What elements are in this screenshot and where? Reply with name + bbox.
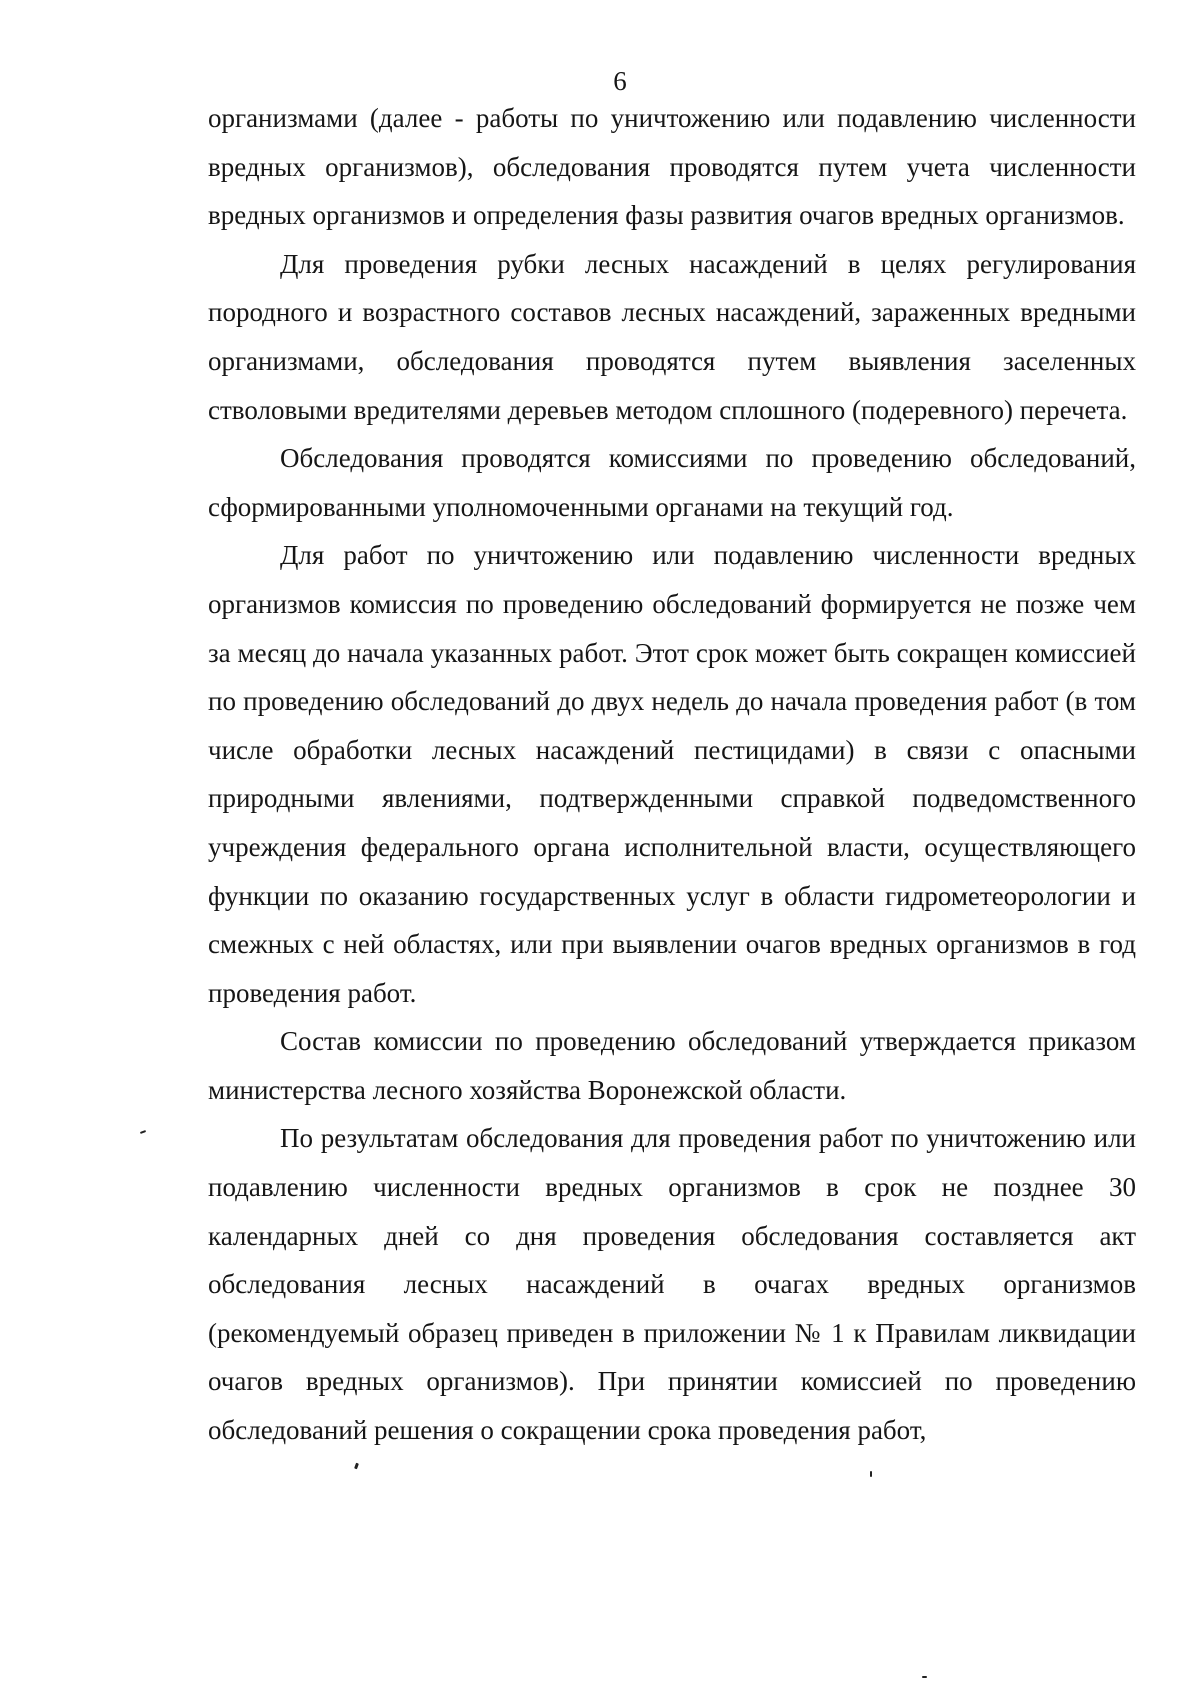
scan-speck	[922, 1676, 927, 1678]
page-number: 6	[613, 66, 627, 96]
paragraph-felling: Для проведения рубки лесных насаждений в целях регулирования породного и возрастного составов лесных насаждений, зараженных вредными организмами, обследования проводятся путем выявления заселенных стволовыми вредителями деревьев методом сплошного (подеревного) перечета.	[208, 248, 1136, 425]
paragraph-commission-timing: Для работ по уничтожению или подавлению численности вредных организмов комиссия по проведению обследований формируется не позже чем за месяц до начала указанных работ. Этот срок может быть сокращен комиссией по проведению обследований до двух недель до начала проведения работ (в том числе обработки лесных насаждений пестицидами) в связи с опасными природными явлениями, подтвержденными справкой подведомственного учреждения федерального органа исполнительной власти, осуществляющего функции по оказанию государственных услуг в области гидрометеорологии и смежных с ней областях, или при выявлении очагов вредных организмов в год проведения работ.	[208, 540, 1136, 1008]
document-body	[208, 94, 1136, 1455]
paragraph-survey-results: По результатам обследования для проведения работ по уничтожению или подавлению численности вредных организмов в срок не позднее 30 календарных дней со дня проведения обследования составляется акт обследования лесных насаждений в очагах вредных организмов (рекомендуемый образец приведен в приложении № 1 к Правилам ликвидации очагов вредных организмов). При принятии комиссией по проведению обследований решения о сокращении срока проведения работ,	[208, 1123, 1136, 1446]
scan-speck	[870, 1471, 872, 1477]
paragraph-commissions: Обследования проводятся комиссиями по проведению обследований, сформированными уполномоченными органами на текущий год.	[208, 443, 1136, 522]
paragraph-commission-composition: Состав комиссии по проведению обследований утверждается приказом министерства лесного хозяйства Воронежской области.	[208, 1026, 1136, 1105]
paragraph-continuation: организмами (далее - работы по уничтожению или подавлению численности вредных организмов), обследования проводятся путем учета численности вредных организмов и определения фазы развития очагов вредных организмов.	[208, 103, 1136, 231]
scan-speck	[354, 1463, 359, 1470]
scan-speck	[140, 1130, 146, 1134]
